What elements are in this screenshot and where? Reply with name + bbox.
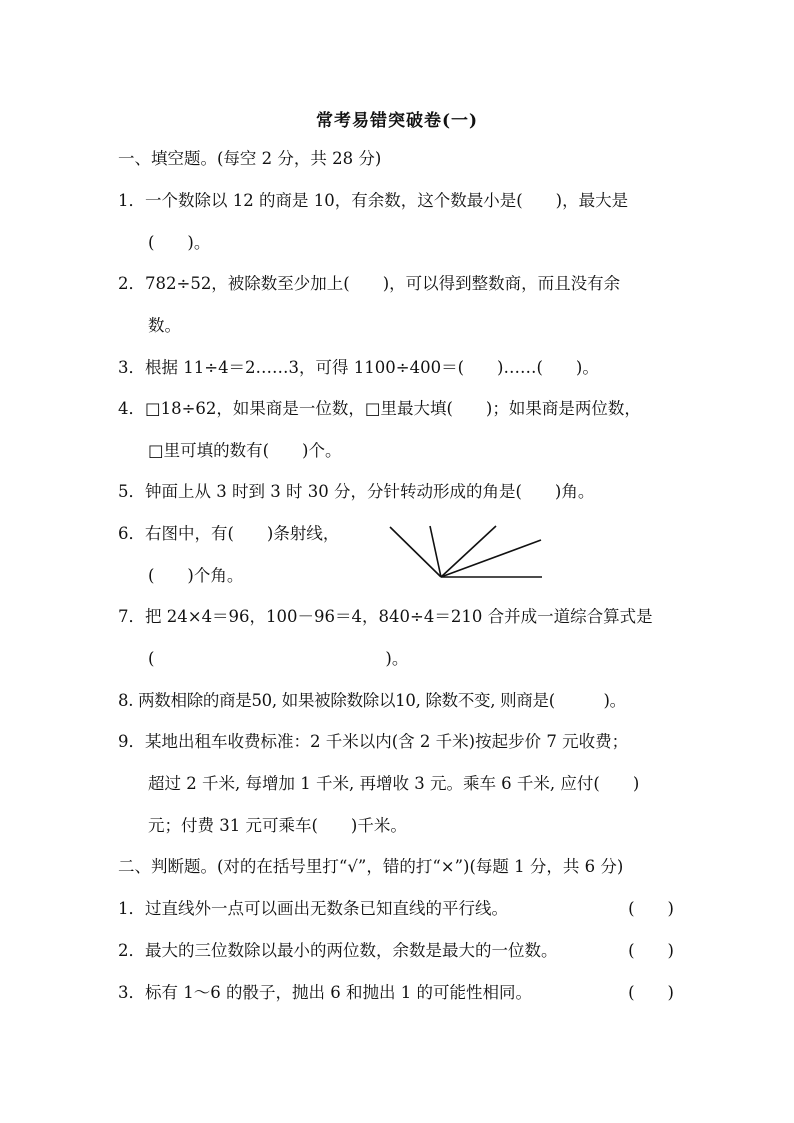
question-2-line-2: 数。 — [148, 316, 181, 335]
judge-item-1-bracket: ( ) — [628, 899, 674, 918]
question-3: 3．根据 11÷4＝2……3，可得 1100÷400＝( )……( )。 — [118, 358, 599, 377]
question-1-line-1: 1．一个数除以 12 的商是 10，有余数，这个数最小是( )，最大是 — [118, 191, 629, 210]
question-8: 8. 两数相除的商是50, 如果被除数除以10, 除数不变, 则商是( )。 — [118, 691, 626, 710]
question-2-line-1: 2．782÷52，被除数至少加上( )，可以得到整数商，而且没有余 — [118, 274, 621, 293]
ray-2 — [430, 526, 441, 577]
judge-item-3: 3．标有 1～6 的骰子，抛出 6 和抛出 1 的可能性相同。 — [118, 983, 532, 1002]
question-9-line-1: 9．某地出租车收费标准：2 千米以内(含 2 千米)按起步价 7 元收费； — [118, 732, 629, 751]
question-6-line-1: 6．右图中，有( )条射线， — [118, 524, 340, 543]
question-9-line-3: 元；付费 31 元可乘车( )千米。 — [148, 816, 407, 835]
judge-item-1: 1．过直线外一点可以画出无数条已知直线的平行线。 — [118, 899, 508, 918]
question-5: 5．钟面上从 3 时到 3 时 30 分，分针转动形成的角是( )角。 — [118, 482, 595, 501]
ray-4 — [441, 540, 541, 577]
question-4-line-1: 4．□18÷62，如果商是一位数，□里最大填( )；如果商是两位数， — [118, 399, 641, 418]
question-1-line-2: ( )。 — [148, 233, 211, 252]
question-7-line-1: 7．把 24×4＝96，100－96＝4，840÷4＝210 合并成一道综合算式是 — [118, 607, 653, 626]
judge-item-2: 2．最大的三位数除以最小的两位数，余数是最大的一位数。 — [118, 941, 558, 960]
section-2-heading: 二、判断题。(对的在括号里打“√”，错的打“×”)(每题 1 分，共 6 分) — [118, 857, 624, 876]
ray-1 — [390, 527, 441, 577]
section-1-heading: 一、填空题。(每空 2 分，共 28 分) — [118, 149, 382, 168]
judge-item-3-bracket: ( ) — [628, 983, 674, 1002]
page-title: 常考易错突破卷(一) — [315, 111, 479, 131]
question-9-line-2: 超过 2 千米, 每增加 1 千米, 再增收 3 元。乘车 6 千米, 应付( ) — [148, 774, 640, 793]
rays-figure — [386, 522, 546, 582]
judge-item-2-bracket: ( ) — [628, 941, 674, 960]
question-6-line-2: ( )个角。 — [148, 566, 244, 585]
question-4-line-2: □里可填的数有( )个。 — [148, 441, 342, 460]
question-7-line-2: ( )。 — [148, 649, 409, 668]
ray-3 — [441, 526, 496, 577]
